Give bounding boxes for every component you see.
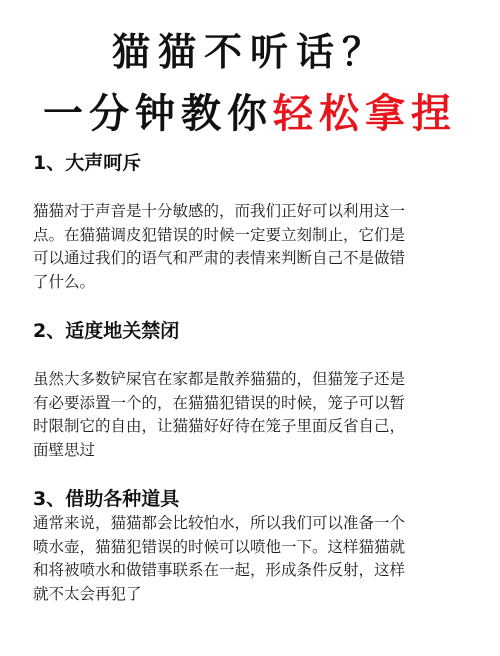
- paragraph-line: 喷水壶，猫猫犯错误的时候可以喷他一下。这样猫猫就: [33, 537, 406, 556]
- title-line-2-prefix: 一分钟教你: [43, 91, 273, 137]
- paragraph-line: 和将被喷水和做错事联系在一起，形成条件反射，这样: [33, 561, 406, 579]
- section-heading-1: 1、大声呵斥: [33, 152, 142, 174]
- paragraph-line: 面壁思过: [33, 440, 96, 459]
- paragraph-line: 有必要添置一个的，在猫猫犯错误的时候，笼子可以暂: [33, 393, 406, 412]
- title-line-1: 猫猫不听话？: [111, 30, 388, 74]
- section-paragraph-1: [33, 200, 473, 294]
- paragraph-line: 点。在猫猫调皮犯错误的时候一定要立刻制止，它们是: [33, 225, 406, 244]
- section-heading-3: 3、借助各种道具: [33, 488, 180, 510]
- paragraph-line: 猫猫对于声音是十分敏感的，而我们正好可以利用这一: [33, 202, 406, 220]
- section-paragraph-3: [33, 512, 473, 606]
- paragraph-line: 了什么。: [33, 272, 96, 291]
- paragraph-line: 虽然大多数铲屎官在家都是散养猫猫的，但猫笼子还是: [33, 370, 406, 388]
- title-line-2-accent: 轻松拿捏: [273, 91, 457, 137]
- paragraph-line: 时限制它的自由，让猫猫好好待在笼子里面反省自己，: [33, 417, 406, 435]
- title-line-2: [0, 88, 500, 140]
- section-heading-2: 2、适度地关禁闭: [33, 320, 180, 342]
- paragraph-line: 通常来说，猫猫都会比较怕水，所以我们可以准备一个: [33, 514, 406, 532]
- paragraph-line: 就不太会再犯了: [33, 584, 142, 603]
- section-paragraph-2: [33, 368, 473, 462]
- paragraph-line: 可以通过我们的语气和严肃的表情来判断自己不是做错: [33, 249, 406, 267]
